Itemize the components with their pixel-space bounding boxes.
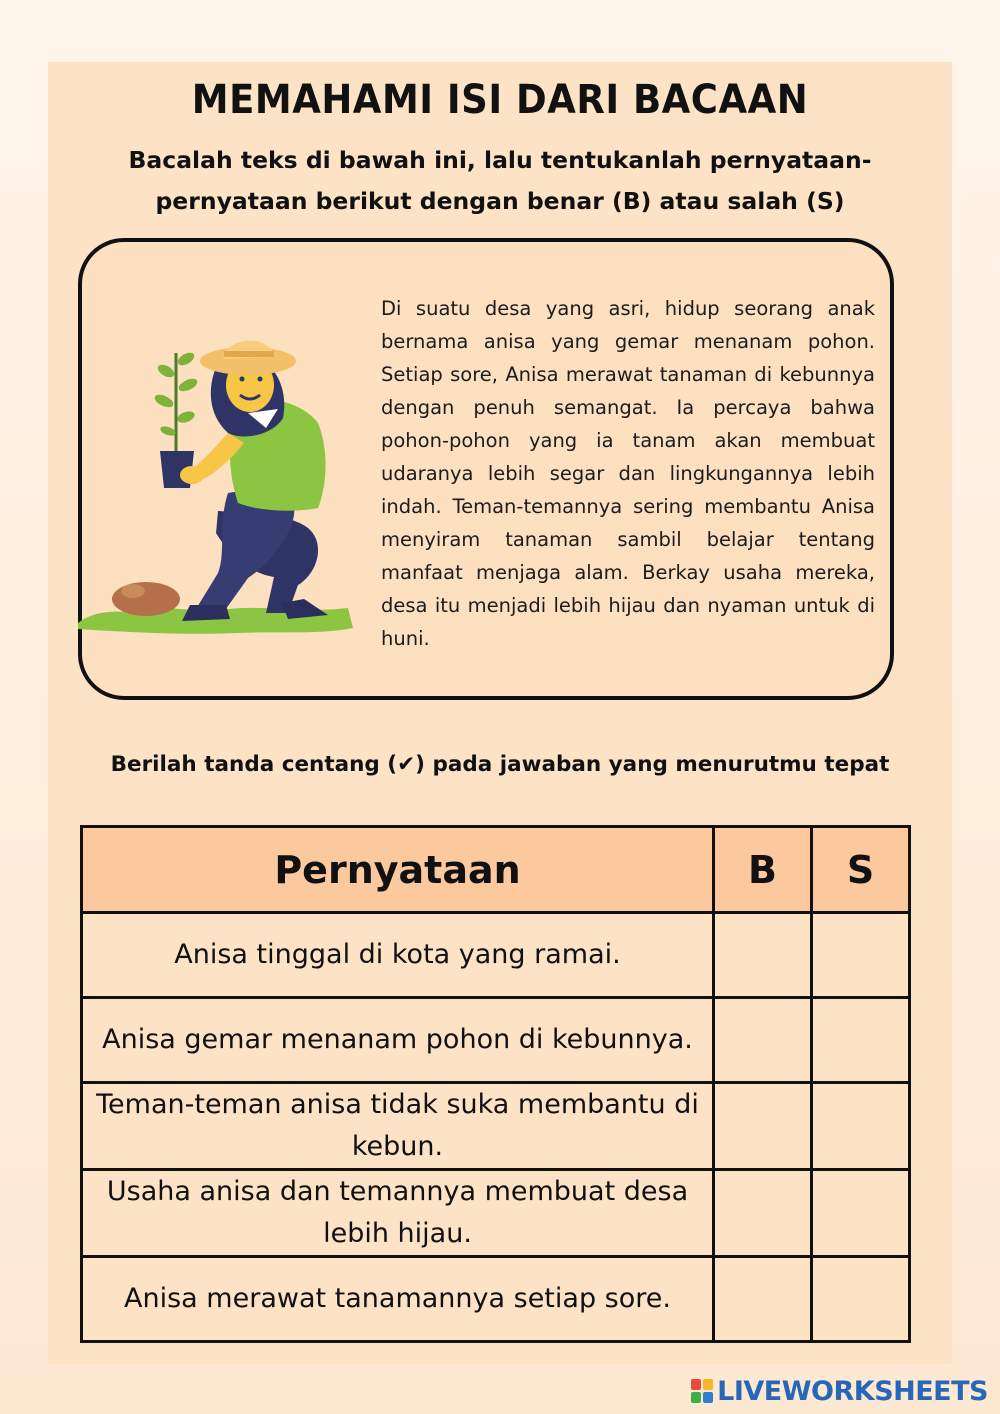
- table-row: [82, 913, 910, 998]
- statement-cell: Anisa merawat tanamannya setiap sore.: [82, 1257, 714, 1342]
- answer-b-cell[interactable]: [714, 998, 812, 1083]
- table-row: [82, 1083, 910, 1170]
- subtitle-line-2: pernyataan berikut dengan benar (B) atau salah (S): [155, 187, 845, 215]
- statement-cell: Anisa gemar menanam pohon di kebunnya.: [82, 998, 714, 1083]
- answer-b-cell[interactable]: [714, 1083, 812, 1170]
- answer-b-cell[interactable]: [714, 913, 812, 998]
- liveworksheets-watermark: [691, 1374, 988, 1408]
- statement-cell: Teman-teman anisa tidak suka membantu di kebun.: [82, 1083, 714, 1170]
- page-title: MEMAHAMI ISI DARI BACAAN: [191, 76, 809, 123]
- shoe-front: [182, 605, 230, 621]
- logo-square-red: [691, 1379, 701, 1390]
- answer-table-container: [80, 825, 908, 1330]
- answer-s-cell[interactable]: [812, 913, 910, 998]
- subtitle-line-1: Bacalah teks di bawah ini, lalu tentukanlah pernyataan-: [128, 146, 872, 174]
- header-false: S: [812, 827, 910, 913]
- table-header-row: [82, 827, 910, 913]
- table-row: [82, 1170, 910, 1257]
- answer-b-cell[interactable]: [714, 1170, 812, 1257]
- table-row: [82, 1257, 910, 1342]
- header-true: B: [714, 827, 812, 913]
- logo-square-blue: [703, 1392, 713, 1403]
- story-paragraph: Di suatu desa yang asri, hidup seorang anak bernama anisa yang gemar menanam pohon. Setiap sore, Anisa merawat tanaman di kebunnya dengan penuh semangat. Ia percaya bahwa pohon-pohon yang ia tanam akan membuat udaranya lebih segar dan lingkungannya lebih indah. Teman-temannya sering membantu Anisa menyiram tanaman sambil belajar tentang manfaat menjaga alam. Berkay usaha mereka, desa itu menjadi lebih hijau dan nyaman untuk di huni.: [381, 297, 875, 650]
- logo-square-yellow: [703, 1379, 713, 1390]
- watermark-text: LIVEWORKSHEETS: [717, 1375, 988, 1407]
- girl-planting-tree-illustration: [78, 323, 368, 643]
- answer-s-cell[interactable]: [812, 1083, 910, 1170]
- header-statement: Pernyataan: [82, 827, 714, 913]
- answer-s-cell[interactable]: [812, 1170, 910, 1257]
- soil-mound: [112, 582, 180, 616]
- answer-s-cell[interactable]: [812, 1257, 910, 1342]
- answer-s-cell[interactable]: [812, 998, 910, 1083]
- table-row: [82, 998, 910, 1083]
- statement-cell: Anisa tinggal di kota yang ramai.: [82, 913, 714, 998]
- answer-table: [80, 825, 911, 1343]
- logo-square-green: [691, 1392, 701, 1403]
- answer-b-cell[interactable]: [714, 1257, 812, 1342]
- statement-cell: Usaha anisa dan temannya membuat desa lebih hijau.: [82, 1170, 714, 1257]
- instruction-text: Berilah tanda centang (✔) pada jawaban yang menurutmu tepat: [110, 752, 890, 777]
- page-subtitle: [90, 140, 910, 222]
- liveworksheets-logo-icon: [691, 1379, 713, 1403]
